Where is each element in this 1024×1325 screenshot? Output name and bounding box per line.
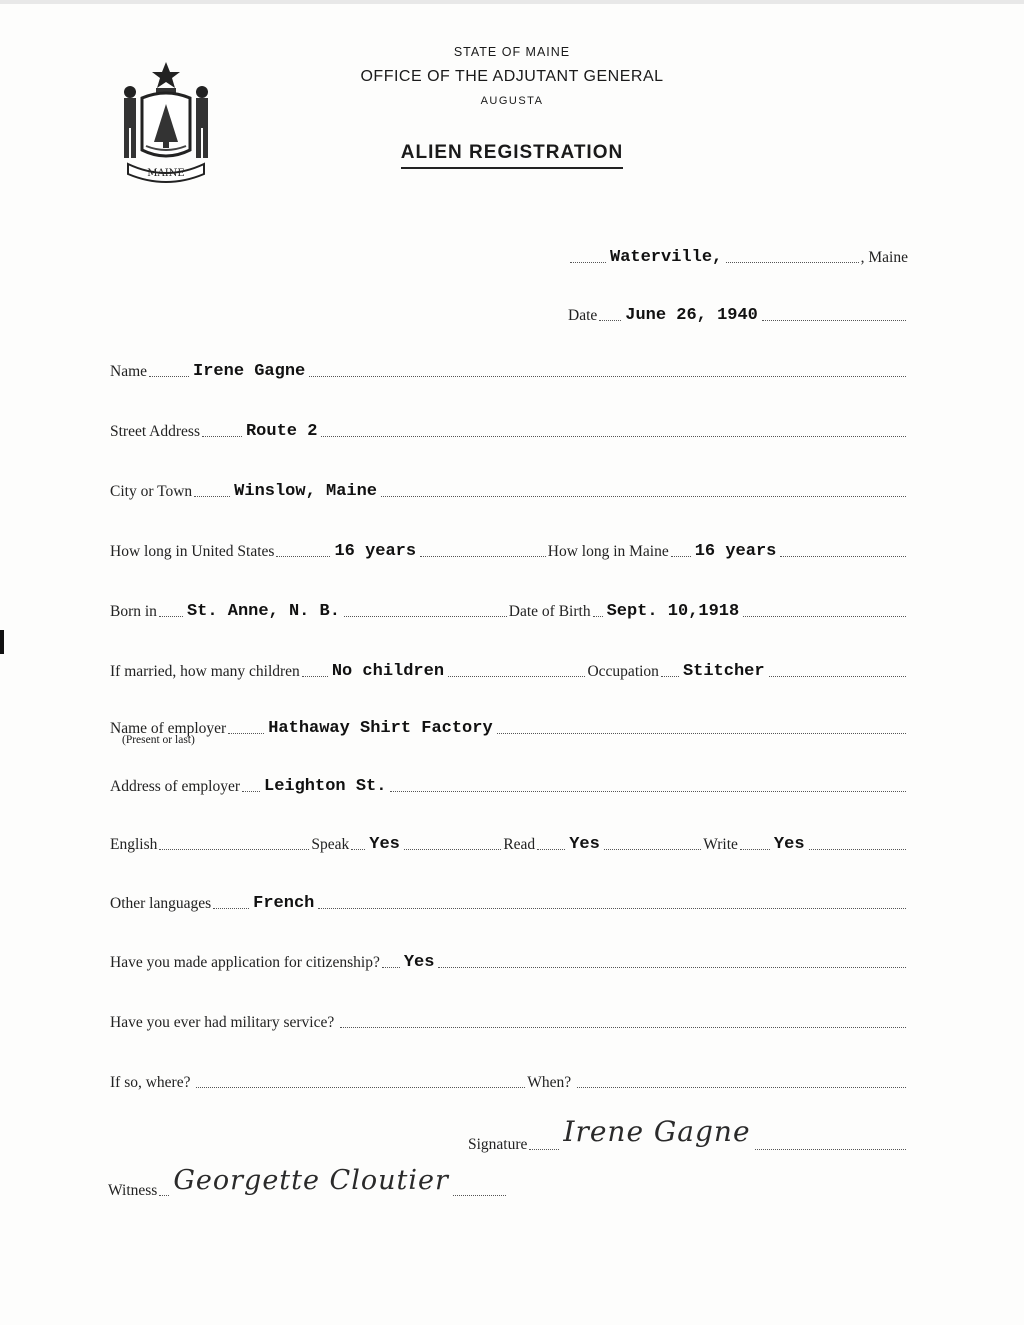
name-value: Irene Gagne: [193, 362, 306, 381]
town-value: Waterville,: [610, 248, 723, 267]
write-label: Write: [703, 836, 738, 853]
name-label: Name: [110, 363, 148, 380]
where-when-row: [110, 1068, 908, 1092]
english-label: English: [110, 836, 158, 853]
read-label: Read: [503, 836, 536, 853]
employer-value: Hathaway Shirt Factory: [268, 719, 493, 738]
born-value: St. Anne, N. B.: [186, 602, 340, 621]
speak-value: Yes: [369, 835, 400, 854]
languages-label: Other languages: [110, 895, 212, 912]
signature-value: Irene Gagne: [563, 1115, 751, 1148]
children-value: No children: [331, 662, 445, 681]
us-years-label: How long in United States: [110, 543, 275, 560]
occupation-label: Occupation: [587, 663, 659, 680]
born-label: Born in: [110, 603, 157, 620]
birth-row: [110, 597, 908, 621]
witness-label: Witness: [108, 1182, 158, 1199]
state-heading: STATE OF MAINE: [453, 45, 571, 59]
employer-address-value: Leighton St.: [264, 777, 387, 796]
languages-row: [110, 889, 908, 913]
scan-mark: [0, 630, 4, 654]
employer-address-row: [110, 772, 908, 796]
military-label: Have you ever had military service?: [110, 1014, 335, 1031]
military-row: [110, 1008, 908, 1032]
maine-years-value: 16 years: [694, 542, 777, 561]
name-row: [110, 357, 908, 381]
employer-address-label: Address of employer: [110, 778, 240, 795]
write-value: Yes: [773, 835, 805, 854]
english-row: [110, 830, 908, 854]
town-row: [568, 243, 908, 267]
witness-value: Georgette Cloutier: [173, 1165, 449, 1196]
svg-text:MAINE: MAINE: [147, 168, 185, 179]
city-label: City or Town: [110, 483, 193, 500]
speak-label: Speak: [311, 836, 350, 853]
dob-value: Sept. 10,1918: [606, 602, 740, 621]
employer-label: Name of employer: [110, 720, 227, 737]
street-value: Route 2: [245, 422, 318, 441]
signature-label: Signature: [468, 1136, 528, 1153]
city-heading: AUGUSTA: [480, 95, 544, 107]
residence-row: [110, 537, 908, 561]
citizenship-label: Have you made application for citizenship?: [110, 954, 380, 971]
date-label: Date: [568, 307, 598, 324]
employer-row: [110, 714, 908, 738]
languages-value: French: [253, 894, 315, 913]
citizenship-value: Yes: [403, 953, 435, 972]
where-label: If so, where?: [110, 1074, 191, 1091]
city-row: [110, 477, 908, 501]
citizenship-row: [110, 948, 908, 972]
children-label: If married, how many children: [110, 663, 300, 680]
read-value: Yes: [569, 835, 600, 854]
city-value: Winslow, Maine: [234, 482, 377, 501]
town-suffix: , Maine: [860, 249, 908, 266]
office-heading: OFFICE OF THE ADJUTANT GENERAL: [360, 68, 664, 85]
street-row: [110, 417, 908, 441]
children-row: [110, 657, 908, 681]
occupation-value: Stitcher: [682, 662, 765, 681]
street-label: Street Address: [110, 423, 200, 440]
dob-label: Date of Birth: [508, 603, 591, 620]
witness-row: [108, 1160, 508, 1200]
when-label: When?: [527, 1074, 572, 1091]
date-row: [568, 301, 908, 325]
employer-sublabel: (Present or last): [122, 734, 195, 746]
form-title: ALIEN REGISTRATION: [0, 142, 1024, 169]
signature-row: [468, 1116, 908, 1154]
us-years-value: 16 years: [334, 542, 417, 561]
maine-years-label: How long in Maine: [547, 543, 669, 560]
scan-edge: [0, 0, 1024, 4]
date-value: June 26, 1940: [625, 306, 758, 325]
